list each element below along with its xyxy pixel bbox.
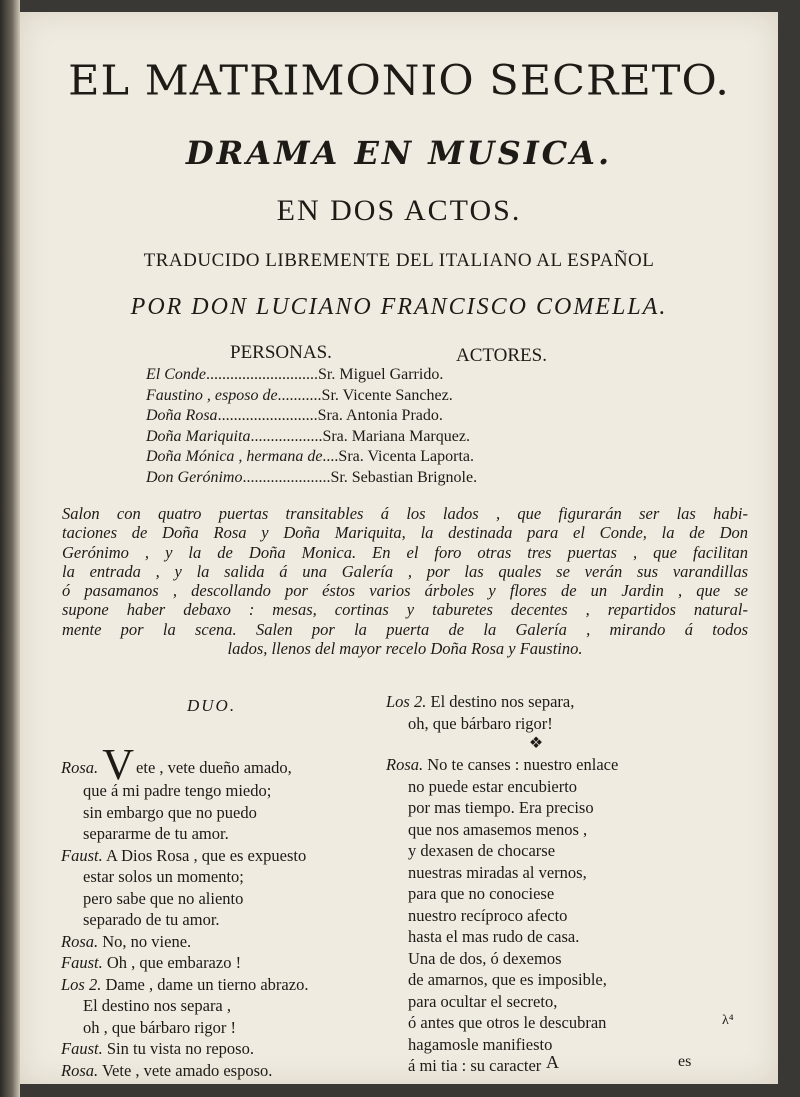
cast-row [146, 386, 477, 407]
verse-text: ó antes que otros le descubran [408, 1013, 607, 1032]
speaker-name: Los 2. [61, 974, 102, 994]
cast-role: Doña Rosa [146, 407, 218, 424]
verse-text: ete , vete dueño amado, [136, 758, 292, 777]
verse-text: pero sabe que no aliento [83, 888, 244, 908]
verse-line [61, 931, 391, 953]
verse-line [61, 740, 391, 789]
cast-row [146, 406, 477, 427]
verse-text: nuestras miradas al vernos, [408, 862, 587, 882]
verse-text: sin embargo que no puedo [83, 802, 257, 822]
ornament-icon: ❖ [528, 735, 544, 752]
verse-text: El destino nos separa, [430, 692, 575, 711]
page-subtitle: DRAMA EN MUSICA. [185, 134, 613, 172]
right-column [386, 691, 726, 1077]
book-page [20, 12, 778, 1084]
personas-header: PERSONAS. [230, 342, 332, 363]
verse-line [386, 713, 726, 735]
verse-text: Una de dos, ó dexemos [408, 948, 562, 968]
page-title: EL MATRIMONIO SECRETO. [68, 57, 730, 105]
verse-line [386, 926, 726, 948]
cast-actor: Sra. Antonia Prado. [317, 407, 443, 424]
verse-text: hasta el mas rudo de casa. [408, 927, 580, 946]
drop-cap: V [102, 740, 135, 789]
verse-text: No te canses : nuestro enlace [427, 755, 619, 774]
verse-text: Oh , que embarazo ! [106, 953, 242, 972]
verse-text: No, no viene. [102, 931, 192, 951]
verse-line [61, 823, 391, 845]
verse-line [61, 888, 391, 910]
verse-line [61, 802, 391, 824]
verse-text: Vete , vete amado esposo. [101, 1060, 273, 1080]
verse-text: que á mi padre tengo miedo; [83, 781, 272, 800]
verse-line [61, 1060, 391, 1082]
verse-text: por mas tiempo. Era preciso [408, 798, 594, 817]
cast-leader-dots: ............................ [206, 366, 318, 383]
verse-line [61, 866, 391, 888]
author-line: POR DON LUCIANO FRANCISCO COMELLA. [130, 294, 668, 320]
cast-actor: Sr. Miguel Garrido. [318, 366, 444, 383]
verse-line [386, 691, 726, 713]
stage-direction [62, 504, 748, 658]
verse-text: A Dios Rosa , que es expuesto [105, 845, 307, 865]
cast-leader-dots: ......................... [217, 407, 318, 424]
speaker-name: Faust. [61, 1039, 103, 1058]
verse-line [61, 974, 391, 996]
stage-line: supone haber debaxo : mesas, cortinas y taburetes decentes , repartidos natural- [62, 600, 748, 620]
speaker-name: Faust. [61, 953, 103, 972]
verse-line [386, 883, 726, 905]
cast-role: Faustino , esposo de [146, 386, 278, 404]
verse-text: y dexasen de chocarse [408, 841, 556, 860]
stage-line: la entrada , y la salida á una Galería , por las quales se verán sus varandillas [62, 561, 748, 581]
verse-text: Sin tu vista no reposo. [106, 1039, 254, 1058]
verse-line [386, 819, 726, 841]
verse-text: para ocultar el secreto, [408, 991, 558, 1011]
verse-line [386, 969, 726, 991]
duo-heading: DUO. [187, 696, 237, 715]
signature-mark: A [546, 1052, 559, 1072]
cast-row [146, 427, 477, 448]
speaker-name: Rosa. [61, 1060, 99, 1080]
stage-line: Gerónimo , y la de Doña Monica. En el foro otras tres puertas , que facilitan [62, 542, 748, 562]
cast-list [146, 365, 477, 488]
verse-line [61, 1017, 391, 1039]
catchword: es [678, 1053, 692, 1070]
verse-line [386, 754, 726, 776]
verse-line [386, 776, 726, 798]
verse-text: hagamosle manifiesto [408, 1034, 553, 1054]
verse-text: no puede estar encubierto [408, 776, 578, 796]
acts-heading: EN DOS ACTOS. [276, 194, 522, 227]
verse-line [386, 905, 726, 927]
stage-line: lados, llenos del mayor recelo Doña Rosa y Faustino. [227, 639, 583, 659]
verse-line [61, 780, 391, 802]
translation-note: TRADUCIDO LIBREMENTE DEL ITALIANO AL ESPAÑOL [143, 250, 655, 271]
speaker-name: Los 2. [386, 692, 427, 711]
actores-header: ACTORES. [456, 345, 547, 366]
cast-role: Don Gerónimo [146, 468, 243, 486]
stage-line: Salon con quatro puertas transitables á los lados , que figurarán ser las habi- [62, 504, 748, 523]
cast-actor: Sr. Vicente Sanchez. [321, 386, 453, 404]
verse-line [386, 840, 726, 862]
verse-line [61, 909, 391, 931]
page-content [20, 12, 778, 1084]
cast-actor: Sra. Vicenta Laporta. [338, 448, 474, 465]
verse-text: oh, que bárbaro rigor! [408, 713, 553, 733]
cast-role: Doña Mariquita [146, 427, 251, 445]
cast-row [146, 365, 477, 386]
book-gutter [0, 0, 20, 1097]
verse-text: Dame , dame un tierno abrazo. [105, 974, 309, 994]
verse-text: separarme de tu amor. [83, 824, 229, 843]
verse-text: oh , que bárbaro rigor ! [83, 1017, 237, 1037]
cast-leader-dots: .... [322, 448, 339, 465]
verse-text: separado de tu amor. [83, 910, 220, 929]
speaker-name: Rosa. [61, 931, 99, 951]
cast-actor: Sr. Sebastian Brignole. [330, 468, 478, 486]
left-column [61, 740, 391, 1081]
verse-line [61, 952, 391, 974]
verse-text: estar solos un momento; [83, 867, 244, 886]
stage-line: ó pasamanos , descollando por éstos varios árboles y flores de un Jardin , que se [62, 581, 748, 601]
cast-actor: Sra. Mariana Marquez. [322, 427, 470, 445]
verse-line [386, 1012, 726, 1034]
verse-text: nuestro recíproco afecto [408, 905, 568, 925]
speaker-name: Rosa. [61, 758, 99, 777]
speaker-name: Rosa. [386, 755, 424, 774]
speaker-name: Faust. [61, 845, 103, 865]
cast-role: El Conde [146, 366, 206, 383]
verse-line [386, 948, 726, 970]
cast-row [146, 447, 477, 468]
stage-line: taciones de Doña Rosa y Doña Mariquita, la destinada para el Conde, la de Don [62, 523, 748, 543]
cast-role: Doña Mónica , hermana de [146, 448, 323, 465]
verse-line [386, 991, 726, 1013]
verse-line [61, 845, 391, 867]
verse-text: El destino nos separa , [83, 996, 232, 1015]
cast-leader-dots: ...................... [242, 468, 331, 486]
verse-line [386, 797, 726, 819]
verse-text: para que no conociese [408, 884, 555, 903]
cast-row [146, 468, 477, 489]
verse-text: de amarnos, que es imposible, [408, 970, 607, 989]
margin-mark: λ⁴ [722, 1013, 734, 1028]
verse-text: á mi tia : su caracter [408, 1056, 542, 1075]
verse-line [386, 862, 726, 884]
cast-leader-dots: ........... [277, 386, 322, 404]
verse-line [61, 995, 391, 1017]
stage-line: mente por la scena. Salen por la puerta de la Galería , mirando á todos [62, 619, 748, 639]
verse-line [61, 1038, 391, 1060]
cast-leader-dots: .................. [250, 427, 323, 445]
verse-text: que nos amasemos menos , [408, 819, 588, 839]
